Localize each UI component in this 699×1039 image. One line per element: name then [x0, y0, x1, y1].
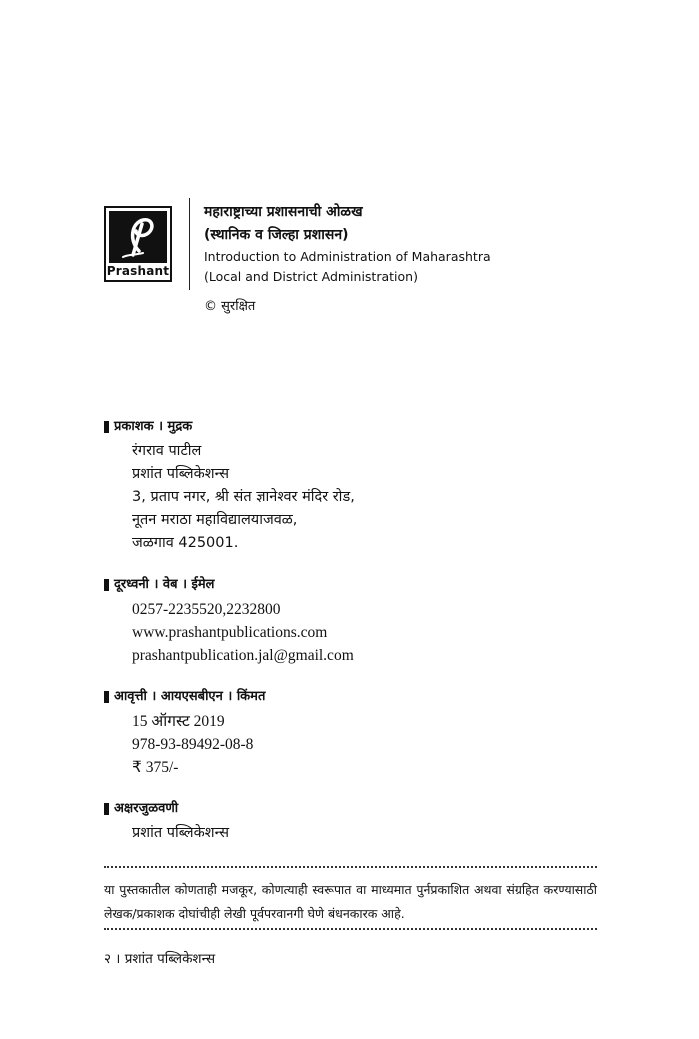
section-marker-icon [104, 421, 109, 433]
typesetter-name: प्रशांत पब्लिकेशन्स [132, 825, 230, 841]
isbn: 978-93-89492-08-8 [132, 736, 254, 753]
book-subtitle-english: (Local and District Administration) [204, 269, 418, 284]
section-heading [104, 800, 229, 818]
title-divider [189, 198, 190, 290]
publisher-section [104, 418, 355, 555]
dotted-divider-bottom [104, 928, 597, 930]
page-footer: २ । प्रशांत पब्लिकेशन्स [104, 951, 216, 967]
edition-date: 15 ऑगस्ट 2019 [132, 713, 225, 730]
book-title-english: Introduction to Administration of Maharashtra [204, 249, 491, 264]
price: ₹ 375/- [132, 759, 179, 776]
copyright-notice: © सुरक्षित [204, 299, 256, 314]
edition-heading: आवृत्ती । आयएसबीएन । किंमत [114, 689, 266, 704]
section-heading [104, 418, 355, 436]
book-subtitle-marathi: (स्थानिक व जिल्हा प्रशासन) [204, 227, 349, 243]
website-link[interactable]: www.prashantpublications.com [132, 624, 328, 641]
edition-section [104, 688, 265, 779]
title-block [204, 201, 491, 287]
dotted-divider-top [104, 866, 597, 868]
phone-numbers: 0257-2235520,2232800 [132, 601, 281, 618]
email-link[interactable]: prashantpublication.jal@gmail.com [132, 647, 354, 664]
contact-heading: दूरध्वनी । वेब । ईमेल [114, 577, 215, 592]
address-line-1: 3, प्रताप नगर, श्री संत ज्ञानेश्वर मंदिर रोड, [132, 489, 355, 505]
publisher-heading: प्रकाशक । मुद्रक [114, 419, 193, 434]
typesetting-section [104, 800, 229, 845]
publisher-logo [104, 206, 172, 282]
logo-text: Prashant [106, 264, 170, 278]
address-line-3: जळगाव 425001. [132, 535, 239, 551]
rights-notice: या पुस्तकातील कोणताही मजकूर, कोणत्याही स्वरूपात वा माध्यमात पुर्नप्रकाशित अथवा संग्रहित करण्यासाठी लेखक/प्रकाशक दोघांचीही लेखी पूर्वपरवानगी घेणे बंधनकारक आहे. [104, 882, 597, 921]
section-heading [104, 688, 265, 706]
logo-p-icon [109, 211, 167, 263]
section-marker-icon [104, 803, 109, 815]
publisher-company: प्रशांत पब्लिकेशन्स [132, 466, 230, 482]
typesetting-heading: अक्षरजुळवणी [114, 801, 179, 816]
section-marker-icon [104, 691, 109, 703]
publisher-name: रंगराव पाटील [132, 443, 202, 459]
section-heading [104, 576, 354, 594]
section-marker-icon [104, 579, 109, 591]
address-line-2: नूतन मराठा महाविद्यालयाजवळ, [132, 512, 298, 528]
contact-section [104, 576, 354, 667]
book-title-marathi: महाराष्ट्राच्या प्रशासनाची ओळख [204, 204, 363, 220]
